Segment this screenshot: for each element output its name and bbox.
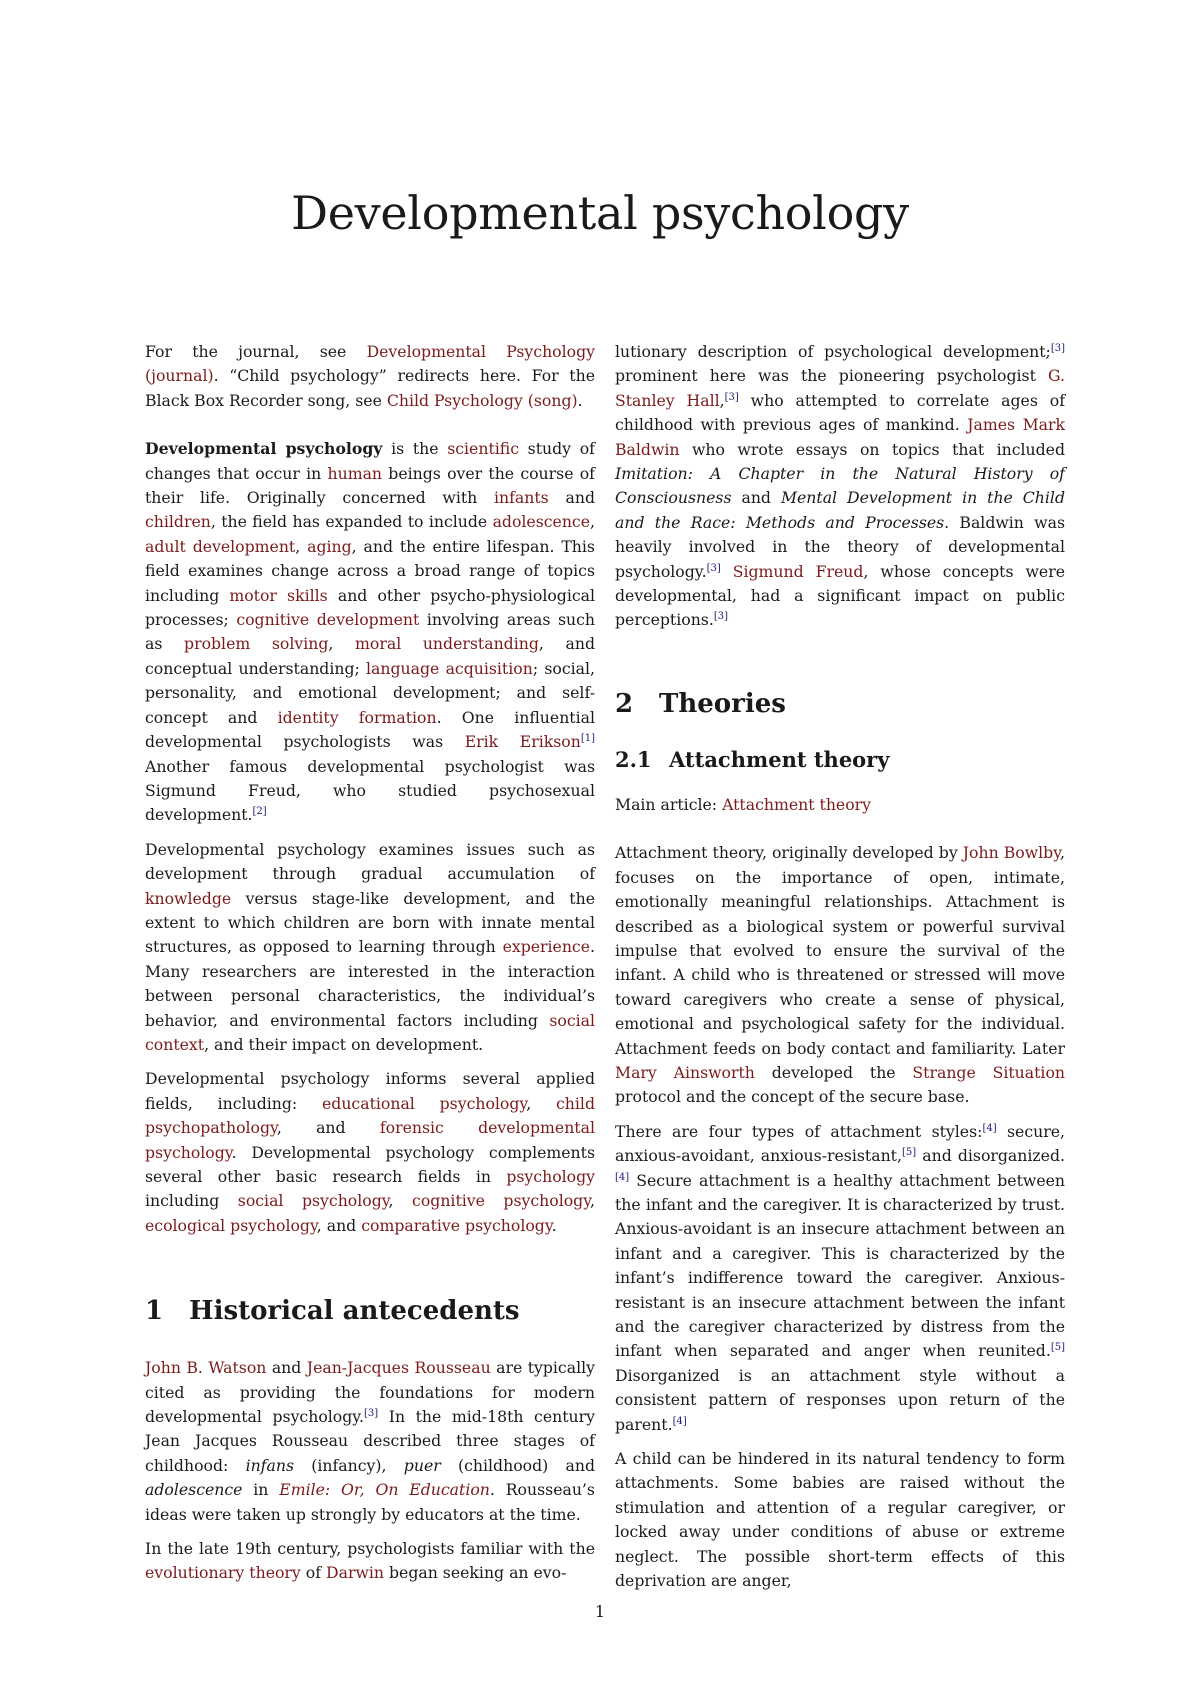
citation-ref[interactable]: [2] <box>252 806 267 818</box>
link-educational-psychology[interactable]: educational psychology <box>322 1093 527 1113</box>
link-strange-situation[interactable]: Strange Situation <box>912 1062 1065 1082</box>
history-paragraph-2: In the late 19th century, psychologists familiar with the evolutionary theory of Darwin began seeking an evo- <box>145 1539 595 1583</box>
citation-ref[interactable]: [3] <box>706 562 721 574</box>
page-number: 1 <box>594 1602 606 1621</box>
attachment-paragraph-1: Attachment theory, originally developed by John Bowlby, focuses on the importance of open, intimate, emotionally meaningful relationships. Attachment is described as a biological system or powerful survival impulse that evolved to ensure the survival of the infant. A child who is threatened or stressed will move toward caregivers who create a sense of physical, emotional and psychological safety for the individual. Attachment feeds on body contact and familiarity. Later Mary Ainsworth developed the Strange Situation protocol and the concept of the secure base. <box>615 843 1065 1107</box>
link-adolescence[interactable]: adolescence <box>492 512 590 532</box>
link-scientific[interactable]: scientific <box>447 439 520 459</box>
link-children[interactable]: children <box>145 512 211 532</box>
citation-ref[interactable]: [5] <box>1050 1342 1065 1354</box>
link-cognitive-psychology[interactable]: cognitive psychology <box>412 1191 590 1211</box>
link-comparative-psychology[interactable]: comparative psychology <box>361 1215 552 1235</box>
link-child-psychopathology[interactable]: child psychopathology <box>145 1093 595 1138</box>
link-knowledge[interactable]: knowledge <box>145 888 232 908</box>
link-adult-development[interactable]: adult development <box>145 536 296 556</box>
hatnote: For the journal, see Developmental Psychology (journal). “Child psychology” redirects here. For the Black Box Recorder song, see Child Psychology (song). <box>145 342 595 410</box>
link-motor-skills[interactable]: motor skills <box>229 585 328 605</box>
link-evolutionary-theory[interactable]: evolutionary theory <box>145 1563 301 1583</box>
link-james-mark-baldwin[interactable]: James Mark Baldwin <box>615 415 1066 459</box>
link-g-stanley-hall[interactable]: G. Stanley Hall <box>615 366 1065 410</box>
link-sigmund-freud[interactable]: Sigmund Freud <box>732 561 864 581</box>
link-social-psychology[interactable]: social psychology <box>237 1191 389 1211</box>
history-paragraph-2-continued: lutionary description of psychological development;[3] prominent here was the pioneering psychologist G. Stanley Hall,[3] who attempted to correlate ages of childhood with previous ages of mankind. James Mark Baldwin who wrote essays on topics that included Imitation: A Chapter in the Natural History of Consciousness and Mental Development in the Child and the Race: Methods and Processes. Baldwin was heavily involved in the theory of developmental psychology.[3] Sigmund Freud, whose concepts were developmental, had a significant impact on public perceptions.[3] <box>615 342 1066 630</box>
link-child-psychology-song[interactable]: Child Psychology (song) <box>386 390 578 410</box>
section-heading-historical-antecedents: 1 Historical antecedents <box>145 1296 520 1327</box>
citation-ref[interactable]: [3] <box>364 1407 379 1419</box>
link-aging[interactable]: aging <box>307 536 352 556</box>
link-problem-solving[interactable]: problem solving <box>184 634 329 654</box>
citation-ref[interactable]: [4] <box>982 1122 997 1134</box>
citation-ref[interactable]: [4] <box>615 1171 630 1183</box>
link-moral-understanding[interactable]: moral understanding <box>355 634 539 654</box>
link-john-b-watson[interactable]: John B. Watson <box>145 1358 267 1378</box>
intro-paragraph-3: Developmental psychology informs several applied fields, including: educational psychology, child psychopathology, and forensic developmental psychology. Developmental psychology complements several other basic research fields in psychology including social psychology, cognitive psychology, ecological psychology, and comparative psychology. <box>145 1069 595 1235</box>
left-column <box>145 340 595 1596</box>
citation-ref[interactable]: [3] <box>1050 342 1065 354</box>
link-developmental-psychology-journal[interactable]: Developmental Psychology (journal) <box>145 342 595 386</box>
section-heading-theories: 2 Theories <box>615 688 786 719</box>
link-jean-jacques-rousseau[interactable]: Jean-Jacques Rousseau <box>306 1358 491 1378</box>
link-human[interactable]: human <box>327 463 383 483</box>
link-language-acquisition[interactable]: language acquisition <box>366 658 533 678</box>
right-column <box>615 340 1065 1603</box>
citation-ref[interactable]: [3] <box>724 391 739 403</box>
link-social-context[interactable]: social context <box>145 1010 595 1054</box>
link-john-bowlby[interactable]: John Bowlby <box>962 843 1060 863</box>
intro-paragraph-2: Developmental psychology examines issues such as development through gradual accumulation of knowledge versus stage-like development, and the extent to which children are born with innate mental structures, as opposed to learning through experience. Many researchers are interested in the interaction between personal characteristics, the individual’s behavior, and environmental factors including social context, and their impact on development. <box>145 839 595 1054</box>
lead-term: Developmental psychology <box>145 439 383 459</box>
link-attachment-theory-main-article[interactable]: Attachment theory <box>722 794 872 814</box>
citation-ref[interactable]: [1] <box>580 732 595 744</box>
link-psychology[interactable]: psychology <box>506 1167 595 1186</box>
link-identity-formation[interactable]: identity formation <box>277 707 437 727</box>
main-article-note: Main article: Attachment theory <box>615 794 872 814</box>
citation-ref[interactable]: [4] <box>672 1415 687 1427</box>
intro-paragraph-1: Developmental psychology is the scientific study of changes that occur in human beings over the course of their life. Originally concerned with infants and children, the field has expanded to include adolescence, adult development, aging, and the entire lifespan. This field examines change across a broad range of topics including motor skills and other psycho-physiological processes; cognitive development involving areas such as problem solving, moral understanding, and conceptual understanding; language acquisition; social, personality, and emotional development; and self-concept and identity formation. One influential developmental psychologists was Erik Erikson[1] Another famous developmental psychologist was Sigmund Freud, who studied psychosexual development.[2] <box>145 439 595 825</box>
link-erik-erikson[interactable]: Erik Erikson <box>464 732 581 752</box>
attachment-paragraph-3: A child can be hindered in its natural tendency to form attachments. Some babies are raised without the stimulation and attention of a regular caregiver, or locked away under conditions of abuse or extreme neglect. The possible short-term effects of this deprivation are anger, <box>615 1449 1065 1591</box>
history-paragraph-1: John B. Watson and Jean-Jacques Rousseau are typically cited as providing the foundations for modern developmental psychology.[3] In the mid-18th century Jean Jacques Rousseau described three stages of childhood: infans (infancy), puer (childhood) and adolescence in Emile: Or, On Education. Rousseau’s ideas were taken up strongly by educators at the time. <box>145 1358 596 1524</box>
subsection-heading-attachment-theory: 2.1 Attachment theory <box>615 746 890 772</box>
citation-ref[interactable]: [5] <box>901 1146 917 1158</box>
link-darwin[interactable]: Darwin <box>326 1563 384 1583</box>
link-experience[interactable]: experience <box>502 937 590 957</box>
link-forensic-developmental-psychology[interactable]: forensic developmental psychology <box>145 1118 595 1162</box>
attachment-paragraph-2: There are four types of attachment styles:[4] secure, anxious-avoidant, anxious-resistant,[5] and disorganized.[4] Secure attachment is a healthy attachment between the infant and the caregiver. It is characterized by trust. Anxious-avoidant is an insecure attachment between an infant and a caregiver. This is characterized by the infant’s indifference toward the caregiver. Anxious-resistant is an insecure attachment between the infant and the caregiver characterized by distress from the infant when separated and anger when reunited.[5] Disorganized is an attachment style without a consistent pattern of responses upon return of the parent.[4] <box>615 1121 1065 1434</box>
link-emile[interactable]: Emile: Or, On Education <box>279 1480 490 1500</box>
link-mary-ainsworth[interactable]: Mary Ainsworth <box>615 1062 755 1082</box>
citation-ref[interactable]: [3] <box>713 611 729 623</box>
link-infants[interactable]: infants <box>494 488 549 508</box>
page-title: Developmental psychology <box>291 186 909 240</box>
link-ecological-psychology[interactable]: ecological psychology <box>145 1215 317 1235</box>
link-cognitive-development[interactable]: cognitive development <box>236 610 420 630</box>
